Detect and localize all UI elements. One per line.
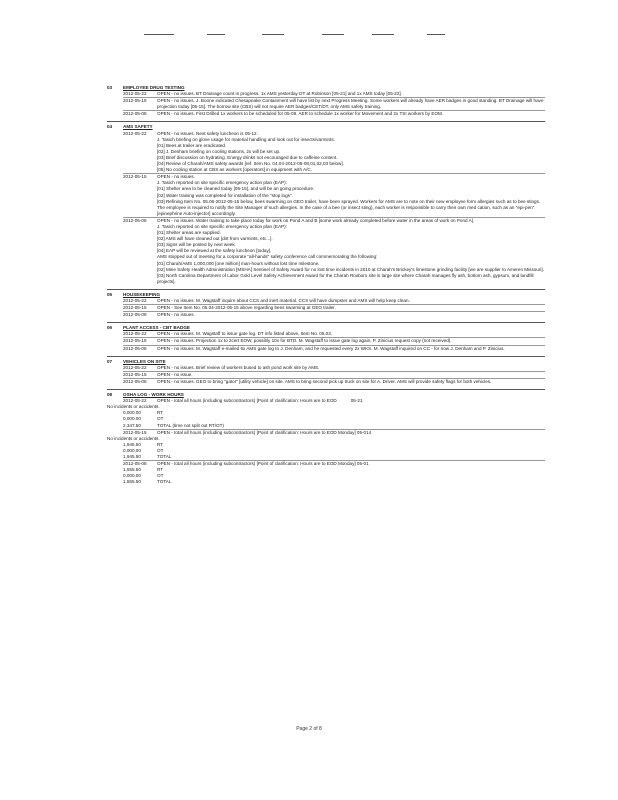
osha-entry (123, 398, 545, 404)
entry-date: 2012-05-22 (123, 130, 147, 136)
entry-row (123, 91, 545, 97)
hours-value: 1,945.50 (123, 453, 141, 459)
section-title: OSHA LOG - WORK HOURS (123, 392, 184, 398)
osha-note: No incidents or accidents. (107, 404, 160, 410)
hours-value: 0,000.00 (123, 447, 141, 453)
entry-date: 2012-05-15 (123, 305, 147, 311)
entry-row (123, 331, 545, 337)
entry-date: 2012-05-08 (123, 345, 147, 351)
hours-label: OT (157, 473, 164, 479)
entry-row (123, 371, 545, 378)
entry-line: [02] Water training was completed for installation of the "stop logs". (157, 192, 293, 198)
hours-label: TOTAL (time not split out RT/OT) (157, 422, 224, 428)
entry-text: OPEN - no issues. M. Wagstaff e-mailed 6x AMS gate log to J. Denham, and he requested every 2x WKS. M. Wagstaff inquired on CC - for now J. Denham and P. Zinicius. (157, 345, 505, 351)
section (107, 322, 545, 351)
entry-text (157, 398, 545, 404)
entry-line: [01] Bees at trailer are eradicated. (157, 142, 227, 148)
entry-row (123, 110, 545, 117)
entry-date: 2012-05-22 (123, 331, 147, 337)
section-title: AMS SAFETY (123, 124, 153, 130)
hours-row (123, 479, 545, 485)
entry-date: 2012-05-15 (123, 429, 147, 435)
entry-line: [02] Mine Safety Health Administration [MSHA] Sentinel of Safety Award for no lost time incidents in 2010 at Charah's Brickey's limestone grinding facility [we are supplier to Ameren Missouri]. (157, 266, 544, 272)
entry-text: OPEN - no issues. Projection 1x to 2cert EOW, possibly 10x for BTD. M. Wagstaff to issue gate log again, P. Zinicius request copy (not received). (157, 338, 452, 344)
entry-body (157, 331, 545, 337)
entry-text (157, 430, 545, 436)
entry-text-tail: 05-21 (350, 398, 363, 404)
section-number: 03 (107, 85, 113, 90)
entry-text: OPEN - no issues. (157, 174, 195, 180)
top-rule (262, 34, 284, 35)
entry-line: [03] North Carolina Department of Labor Gold Level Safety Achievement Award for the Charah Roxboro site is large site where Charah manages fly ash, bottom ash, gypsum, and landfill projects]. (157, 272, 534, 284)
hours-label: OT (157, 416, 164, 422)
section (107, 356, 545, 385)
entry-date: 2012-05-15 (123, 98, 147, 104)
entry-body (157, 98, 545, 110)
hours-value: 0,000.00 (123, 416, 141, 422)
hours-value: 0,000.00 (123, 410, 141, 416)
entry-row (123, 304, 545, 311)
hours-value: 1,555.50 (123, 479, 141, 485)
entry-line: [01] Charah/AMS 1,000,000 [one million] man-hours without lost time milestone. (157, 260, 320, 266)
entry-text: OPEN - no issues. Next safety luncheon is 05-12. (157, 130, 258, 136)
entry-body (157, 398, 545, 404)
entry-body (157, 305, 545, 311)
section-number: 08 (107, 392, 113, 398)
entry-date: 2012-05-08 (123, 111, 147, 117)
hours-label: TOTAL (157, 453, 172, 459)
entry-line: [05] No cooling station at CBS as workers [operators] in equipment with A/C. (157, 167, 312, 173)
entry-line: [04] Review of Charah/AMS safety awards [ref. Item No. 04.04-2012-05-08,01,02,03 below]. (157, 161, 344, 167)
section (107, 85, 545, 117)
entry-text-main: OPEN - total all hours (including subcontractors) [Point of clarification: Hours are to EOD (157, 398, 337, 404)
entry-line: J. Tasich reported on site specific emergency action plan (EAP): (157, 180, 287, 186)
hours-label: TOTAL (157, 479, 172, 485)
section-number: 06 (107, 325, 113, 331)
entry-text: OPEN - no issue. (157, 371, 193, 377)
entry-date: 2012-05-15 (123, 338, 147, 344)
entry-date: 2012-05-08 (123, 461, 147, 467)
hours-value: 0,000.00 (123, 473, 141, 479)
osha-entry (123, 460, 545, 467)
entry-text: OPEN - no issues. First Drilled 1x workers to be scheduled for 05-08. AER to schedule 1x worker for Movement and 2x TSI workers by EOM. (157, 111, 444, 117)
entry-body (157, 131, 545, 174)
entry-text (157, 461, 545, 467)
section (107, 121, 545, 284)
entry-body (157, 298, 545, 304)
entry-body (157, 312, 545, 318)
page-footer: Page 2 of 8 (296, 726, 322, 732)
section-osha (107, 389, 545, 485)
entry-body (157, 218, 545, 285)
entry-body (157, 365, 545, 371)
entry-body (157, 430, 545, 436)
entry-body (157, 379, 545, 385)
entry-body (157, 111, 545, 117)
hours-value: 2,347.50 (123, 422, 141, 428)
entry-line: [01] Shelter areas are supplied. (157, 230, 221, 236)
hours-value: 1,945.50 (123, 441, 141, 447)
entry-text-main: OPEN - total all hours (including subcontractors) [Point of clarification: Hours are to EOD Monday] 05-01 (157, 461, 369, 467)
section (107, 289, 545, 318)
entry-row (123, 345, 545, 352)
entry-date: 2012-05-22 (123, 298, 147, 303)
entry-text: OPEN - no issues. GEO to bring "gator" [utility vehicle] on site. AMS to bring second pick up truck on site for A. Driver. AMS will provide safety flags for both vehicles. (157, 378, 492, 384)
hours-value: 1,555.50 (123, 467, 141, 473)
entry-text: OPEN - no issues. J. Boone indicated Chesapeake Containment will have list by next Progress Meeting. Some workers will already have AER badges in good standing. BT Drainage will have projection today [05-15]. The borrow site (CBS) will not require AER badges/CET/DT, only AMS safety training. (157, 98, 544, 110)
entry-text: OPEN - See Item No. 05.04-2012-05-15 above regarding bees swarming at GEO trailer. (157, 305, 336, 311)
entry-row (123, 173, 545, 217)
entry-line: J. Tasich briefing on glove usage for material handling and look out for insects/varmints. (157, 136, 335, 142)
section-title: VEHICLES ON SITE (123, 358, 166, 364)
hours-label: RT (157, 467, 164, 473)
section-number: 07 (107, 358, 113, 364)
top-rule (322, 34, 344, 35)
top-rule (144, 34, 174, 35)
entry-date: 2012-05-15 (123, 371, 147, 377)
entry-line: [03] Brief discussion on hydrating. Energy drinks not encouraged due to caffeine content. (157, 154, 338, 160)
entry-line: [04] EAP will be reviewed at the safety luncheon [today]. (157, 248, 272, 254)
entry-line: J. Tasich reported on site specific emergency action plan (EAP): (157, 223, 287, 229)
entry-row (123, 337, 545, 344)
entry-line: [02] AMS will have cleaned out [dirt from varmints, etc...]. (157, 236, 273, 242)
entry-row (123, 298, 545, 304)
entry-row (123, 365, 545, 371)
hours-label: RT (157, 441, 164, 447)
section-title: HOUSEKEEPING (123, 291, 161, 297)
entry-date: 2012-05-08 (123, 378, 147, 384)
entry-body (157, 174, 545, 217)
entry-line: AMS stopped out of meeting for a corporate "all-hands" safety conference call commemorating the following: (157, 254, 378, 260)
entry-body (157, 338, 545, 344)
entry-date: 2012-05-22 (123, 364, 147, 370)
entry-text: OPEN - no issues. (157, 312, 195, 318)
entry-row (123, 378, 545, 385)
entry-date: 2012-05-22 (123, 91, 147, 97)
top-rule (372, 34, 394, 35)
osha-note: No incidents or accidents. (107, 435, 160, 441)
top-rule (207, 34, 225, 35)
section-number: 05 (107, 291, 113, 297)
entry-text: OPEN - no issues. Brief review of workers bused to ash pond work site by AMS. (157, 364, 320, 370)
entry-line: [03] Refining Item No. 05.06-2012-05-15 below, bees swarming on GEO trailer, have been sprayed. Workers for AMS are to note on their new employee form allergies such as to bee stings. The employee is required to notify the Site Manager of such allergies. In the case of a bee (or insect sting), each worker is responsible to carry their own med cation, such as an "epi-pen" [epinephrine Auto-injector] accordingly. (157, 198, 541, 216)
entry-row (123, 217, 545, 285)
entry-date: 2012-05-08 (123, 217, 147, 223)
entry-body (157, 461, 545, 467)
hours-label: OT (157, 447, 164, 453)
entry-line: [02] J. Denham briefing on cooling stations, 2x will be set up. (157, 148, 281, 154)
entry-row (123, 131, 545, 174)
entry-body (157, 372, 545, 378)
top-rule (427, 34, 445, 35)
entry-date: 2012-05-22 (123, 398, 147, 404)
entry-date: 2012-05-08 (123, 312, 147, 318)
entry-line: [03] Signs will be posted by next week. (157, 242, 236, 248)
hours-label: RT (157, 410, 164, 416)
entry-text: OPEN - no issues. BT Drainage count in progress. 1x AMS yesterday DT at Robinson [05-21] and 1x AMS today [05-22]. (157, 91, 402, 97)
entry-body (157, 91, 545, 97)
entry-row (123, 311, 545, 318)
section-number: 04 (107, 124, 113, 130)
section-title: PLANT ACCESS - CBT BADGE (123, 325, 190, 331)
entry-row (123, 97, 545, 110)
entry-text: OPEN - no issues. M. Wagstaff inquire about CCS and inert material. CCS will have dumpster and AMS will help keep clean. (157, 298, 410, 303)
minutes-page (107, 85, 545, 489)
entry-date: 2012-05-15 (123, 174, 147, 180)
entry-text-main: OPEN - total all hours (including subcontractors) [Point of clarification: Hours are to EOD Monday] 05-014 (157, 429, 372, 435)
entry-text: OPEN - no issues. M. Wagstaff to issue gate log. DT info listed above, Item No. 05.03. (157, 331, 333, 337)
section-title: EMPLOYEE DRUG TESTING (123, 85, 185, 90)
entry-text: OPEN - no issues. Water training to take place today for work on Pond A and B [some work already completed before water in the areas of work on Pond A]. (157, 217, 475, 223)
entry-line: [01] Shelter area to be cleaned today [05-15], and will be an going procedure. (157, 186, 315, 192)
osha-entry (123, 429, 545, 436)
entry-body (157, 346, 545, 352)
